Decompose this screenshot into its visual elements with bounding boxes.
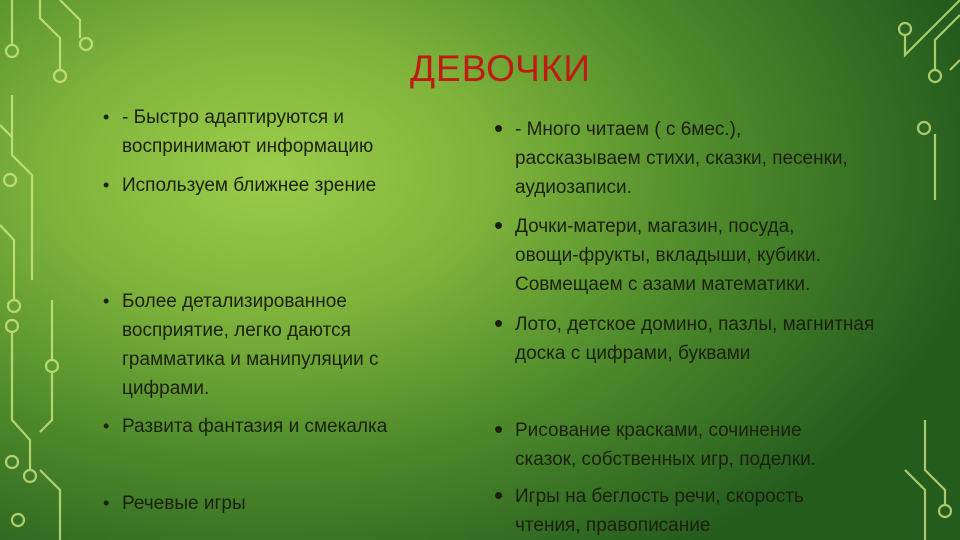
bullet-icon: • — [103, 107, 110, 127]
list-item — [100, 287, 407, 403]
list-item-text: Развита фантазия и смекалка — [122, 416, 388, 437]
list-item-text: Более детализированное восприятие, легко даются грамматика и манипуляции с цифрами. — [122, 291, 379, 399]
list-item-text: Рисование красками, сочинение сказок, собственных игр, поделки. — [515, 420, 816, 470]
list-item-text: Игры на беглость речи, скорость чтения, правописание — [515, 486, 804, 536]
bullet-icon: • — [103, 416, 110, 436]
list-item-text: Дочки-матери, магазин, посуда, овощи-фрукты, вкладыши, кубики. Совмещаем с азами математики. — [515, 216, 821, 295]
list-item-text: - Много читаем ( с 6мес.), рассказываем стихи, сказки, песенки, аудиозаписи. — [515, 119, 848, 198]
list-item-text: - Быстро адаптируются и воспринимают информацию — [122, 107, 374, 157]
list-item — [493, 482, 835, 540]
list-item — [100, 412, 442, 441]
bullet-icon: • — [103, 291, 110, 311]
list-item — [100, 489, 442, 518]
list-item — [493, 416, 845, 474]
list-item-text: Используем ближнее зрение — [122, 175, 377, 196]
bullet-icon: • — [494, 308, 504, 338]
bullet-icon: • — [494, 113, 504, 143]
bullet-icon: • — [494, 480, 504, 510]
list-item — [100, 103, 412, 161]
bullet-icon: • — [494, 414, 504, 444]
bullet-icon: • — [103, 175, 110, 195]
bullet-icon: • — [494, 210, 504, 240]
slide-title: ДЕВОЧКИ — [410, 48, 591, 89]
list-item-text: Лото, детское домино, пазлы, магнитная доска с цифрами, буквами — [515, 314, 875, 364]
list-item — [493, 310, 885, 368]
list-item — [493, 212, 835, 299]
list-item — [100, 171, 442, 200]
bullet-icon: • — [103, 493, 110, 513]
list-item — [493, 115, 865, 202]
list-item-text: Речевые игры — [122, 493, 246, 514]
